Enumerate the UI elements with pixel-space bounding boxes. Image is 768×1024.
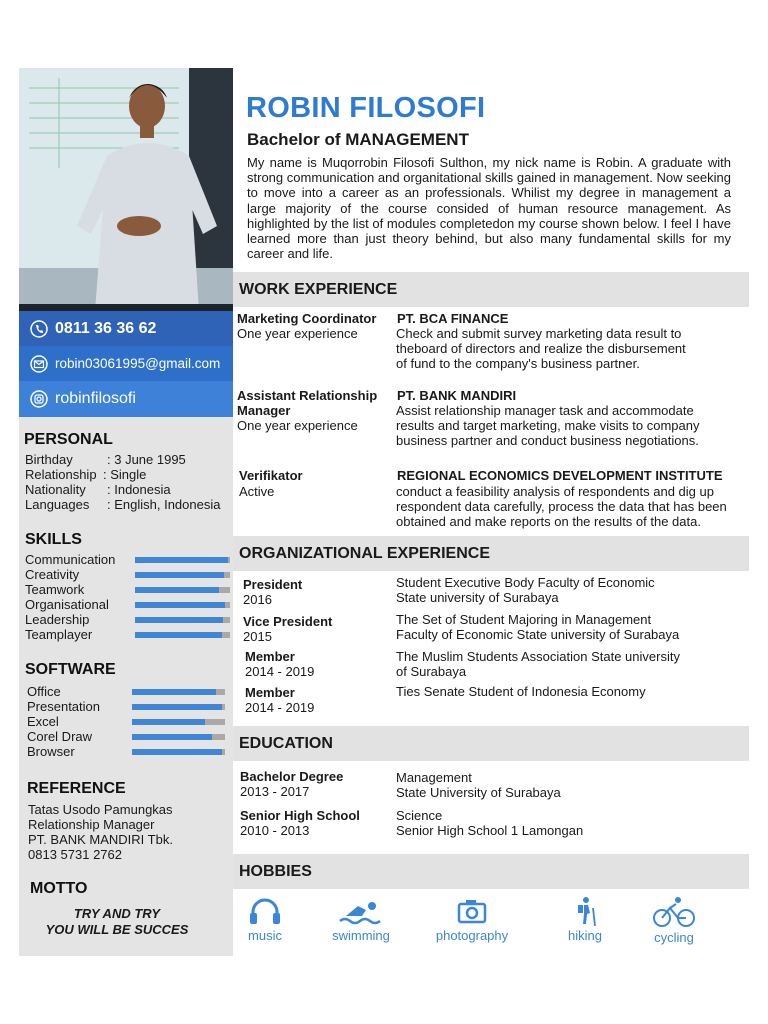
software-bar bbox=[132, 734, 225, 740]
org-name-line: Ties Senate Student of Indonesia Economy bbox=[396, 684, 646, 699]
education-item bbox=[240, 808, 360, 838]
job-company: PT. BANK MANDIRI bbox=[397, 388, 517, 403]
software-bar-fill bbox=[132, 689, 216, 695]
phone-icon bbox=[29, 319, 49, 339]
personal-label: Birthday bbox=[25, 452, 73, 467]
education-school: State University of Surabaya bbox=[396, 785, 561, 800]
candidate-name: ROBIN FILOSOFI bbox=[246, 92, 486, 124]
job-desc-line: Check and submit survey marketing data result to bbox=[396, 326, 682, 341]
software-label: Corel Draw bbox=[27, 729, 93, 744]
job-description bbox=[396, 484, 727, 529]
camera-icon bbox=[454, 896, 490, 926]
education-item bbox=[240, 769, 343, 799]
profile-summary: My name is Muqorrobin Filosofi Sulthon, my nick name is Robin. A graduate with strong communication and organitational skills gained in management. Now seeking to move into a career as an professionals. Whilist my degree in management a large majority of the course consided of human resource management. As highlighted by the list of modules completedon my course shown below. I feel I have learned more than just theory behind, but also many fundamental skills for my career and life. bbox=[247, 155, 731, 262]
organizational-experience-title: ORGANIZATIONAL EXPERIENCE bbox=[239, 545, 490, 562]
motto-line: YOU WILL BE SUCCES bbox=[45, 921, 189, 937]
skill-bar-fill bbox=[135, 632, 222, 638]
skill-row bbox=[25, 597, 230, 612]
skill-label: Communication bbox=[25, 552, 116, 567]
software-bar bbox=[132, 719, 225, 725]
org-year: 2014 - 2019 bbox=[245, 700, 315, 715]
education-detail bbox=[396, 770, 561, 800]
org-name bbox=[396, 575, 655, 605]
skill-bar bbox=[135, 602, 230, 608]
org-name-line: State university of Surabaya bbox=[396, 590, 559, 605]
personal-title: PERSONAL bbox=[24, 431, 113, 448]
skill-bar-fill bbox=[135, 587, 219, 593]
skill-label: Leadership bbox=[25, 612, 90, 627]
education-major: Science bbox=[396, 808, 443, 823]
job-desc-line: results and target marketing, make visits to company bbox=[396, 418, 700, 433]
skills-title: SKILLS bbox=[25, 531, 82, 548]
personal-value: : Single bbox=[103, 467, 147, 482]
software-row bbox=[27, 714, 232, 729]
motto-line: TRY AND TRY bbox=[73, 906, 161, 921]
job-desc-line: respondent data carefully, process the data that has been bbox=[396, 499, 727, 514]
social-contact[interactable] bbox=[19, 381, 233, 417]
software-bar bbox=[132, 689, 225, 695]
org-role: President bbox=[243, 577, 303, 592]
organizational-experience-header bbox=[233, 536, 749, 571]
reference-position: Relationship Manager bbox=[28, 817, 155, 832]
job-description bbox=[396, 403, 699, 448]
skill-bar bbox=[135, 587, 230, 593]
personal-value: : 3 June 1995 bbox=[107, 452, 186, 467]
education-detail bbox=[396, 808, 583, 838]
skill-bar-fill bbox=[135, 572, 224, 578]
hobby-music bbox=[225, 896, 305, 943]
personal-row bbox=[25, 482, 171, 497]
work-experience-header bbox=[233, 272, 749, 307]
job-duration: Active bbox=[239, 484, 275, 499]
org-year: 2015 bbox=[243, 629, 272, 644]
personal-label: Languages bbox=[25, 497, 90, 512]
personal-list bbox=[25, 452, 221, 512]
org-role: Vice President bbox=[243, 614, 333, 629]
candidate-degree: Bachelor of MANAGEMENT bbox=[247, 130, 469, 149]
skill-bar bbox=[135, 557, 230, 563]
cyclist-icon bbox=[652, 896, 696, 928]
software-bar-fill bbox=[132, 734, 212, 740]
headphones-icon bbox=[247, 896, 283, 926]
hiker-icon bbox=[570, 896, 600, 926]
org-name-line: The Muslim Students Association State university bbox=[396, 649, 680, 664]
skill-row bbox=[25, 582, 230, 597]
education-years: 2010 - 2013 bbox=[240, 823, 310, 838]
education-level: Senior High School bbox=[240, 808, 360, 823]
org-name bbox=[396, 612, 679, 642]
personal-row bbox=[25, 497, 221, 512]
education-level: Bachelor Degree bbox=[240, 769, 344, 784]
reference-title: REFERENCE bbox=[27, 780, 126, 797]
job-role: Verifikator bbox=[239, 468, 303, 483]
skill-row bbox=[25, 627, 230, 642]
software-label: Office bbox=[27, 684, 61, 699]
skill-label: Organisational bbox=[25, 597, 109, 612]
software-bar bbox=[132, 704, 225, 710]
software-bar bbox=[132, 749, 225, 755]
phone-contact[interactable] bbox=[19, 311, 233, 346]
skill-row bbox=[25, 552, 230, 567]
skill-label: Creativity bbox=[25, 567, 80, 582]
skill-bar-fill bbox=[135, 617, 223, 623]
hobby-swimming bbox=[321, 896, 401, 943]
personal-label: Nationality bbox=[25, 482, 86, 497]
hobby-label: music bbox=[248, 928, 282, 943]
reference-company: PT. BANK MANDIRI Tbk. bbox=[28, 832, 173, 847]
email-icon bbox=[29, 354, 49, 374]
org-name bbox=[396, 684, 646, 699]
skill-row bbox=[25, 612, 230, 627]
org-item bbox=[243, 614, 332, 644]
education-years: 2013 - 2017 bbox=[240, 784, 310, 799]
profile-photo bbox=[19, 68, 233, 311]
job-desc-line: Assist relationship manager task and accommodate bbox=[396, 403, 694, 418]
personal-value: : English, Indonesia bbox=[107, 497, 221, 512]
skill-row bbox=[25, 567, 230, 582]
skill-bar bbox=[135, 617, 230, 623]
org-year: 2014 - 2019 bbox=[245, 664, 315, 679]
email-contact[interactable] bbox=[19, 346, 233, 381]
hobby-label: cycling bbox=[654, 930, 694, 945]
job-desc-line: business partner and conduct business negotiations. bbox=[396, 433, 699, 448]
job-company: PT. BCA FINANCE bbox=[397, 311, 509, 326]
software-row bbox=[27, 729, 232, 744]
job-desc-line: theboard of directors and realize the disbursement bbox=[396, 341, 686, 356]
skill-bar bbox=[135, 572, 230, 578]
software-bar-fill bbox=[132, 704, 222, 710]
job-description bbox=[396, 326, 686, 371]
job-desc-line: conduct a feasibility analysis of respondents and dig up bbox=[396, 484, 714, 499]
org-name bbox=[396, 649, 680, 679]
hobby-label: swimming bbox=[332, 928, 390, 943]
education-header bbox=[233, 726, 749, 761]
hobby-hiking bbox=[545, 896, 625, 943]
hobbies-title: HOBBIES bbox=[239, 863, 312, 880]
hobbies-header bbox=[233, 854, 749, 889]
job-desc-line: of fund to the company's business partner. bbox=[396, 356, 640, 371]
skill-label: Teamwork bbox=[25, 582, 85, 597]
motto-title: MOTTO bbox=[30, 880, 88, 897]
software-label: Excel bbox=[27, 714, 59, 729]
org-name-line: of Surabaya bbox=[396, 664, 467, 679]
education-major: Management bbox=[396, 770, 472, 785]
email-address: robin03061995@gmail.com bbox=[55, 356, 221, 371]
org-item bbox=[243, 577, 302, 607]
org-role: Member bbox=[245, 685, 295, 700]
swimmer-icon bbox=[338, 896, 384, 926]
social-handle: robinfilosofi bbox=[55, 390, 136, 407]
reference-block bbox=[28, 802, 173, 862]
personal-row bbox=[25, 467, 147, 482]
skill-bar bbox=[135, 632, 230, 638]
hobby-cycling bbox=[634, 896, 714, 945]
hobby-label: photography bbox=[435, 928, 509, 943]
software-label: Presentation bbox=[27, 699, 100, 714]
instagram-icon bbox=[29, 389, 49, 409]
education-school: Senior High School 1 Lamongan bbox=[396, 823, 584, 838]
hobby-photography bbox=[432, 896, 512, 943]
job-company: REGIONAL ECONOMICS DEVELOPMENT INSTITUTE bbox=[397, 468, 723, 483]
reference-phone: 0813 5731 2762 bbox=[28, 847, 122, 862]
software-bar-fill bbox=[132, 749, 222, 755]
skill-label: Teamplayer bbox=[25, 627, 93, 642]
job-role: Assistant Relationship bbox=[237, 388, 378, 403]
software-title: SOFTWARE bbox=[25, 661, 116, 678]
job-role: Marketing Coordinator bbox=[237, 311, 377, 326]
hobby-label: hiking bbox=[568, 928, 602, 943]
job-desc-line: obtained and make reports on the results of the data. bbox=[396, 514, 701, 529]
org-year: 2016 bbox=[243, 592, 272, 607]
personal-row bbox=[25, 452, 186, 467]
reference-name: Tatas Usodo Pamungkas bbox=[28, 802, 173, 817]
personal-value: : Indonesia bbox=[107, 482, 171, 497]
job-duration: One year experience bbox=[237, 418, 358, 433]
org-item bbox=[245, 649, 314, 679]
skill-bar-fill bbox=[135, 602, 225, 608]
skill-bar-fill bbox=[135, 557, 228, 563]
software-label: Browser bbox=[27, 744, 75, 759]
job-role-cont: Manager bbox=[237, 403, 291, 418]
education-title: EDUCATION bbox=[239, 735, 333, 752]
software-row bbox=[27, 744, 232, 759]
org-name-line: Student Executive Body Faculty of Economic bbox=[396, 575, 655, 590]
personal-label: Relationship bbox=[25, 467, 97, 482]
motto-text bbox=[19, 906, 215, 937]
job-duration: One year experience bbox=[237, 326, 358, 341]
org-name-line: Faculty of Economic State university of Surabaya bbox=[396, 627, 680, 642]
software-bar-fill bbox=[132, 719, 205, 725]
work-experience-title: WORK EXPERIENCE bbox=[239, 281, 398, 298]
org-name-line: The Set of Student Majoring in Management bbox=[396, 612, 652, 627]
software-row bbox=[27, 699, 232, 714]
software-row bbox=[27, 684, 232, 699]
org-role: Member bbox=[245, 649, 295, 664]
org-item bbox=[245, 685, 314, 715]
phone-number: 0811 36 36 62 bbox=[55, 319, 157, 337]
